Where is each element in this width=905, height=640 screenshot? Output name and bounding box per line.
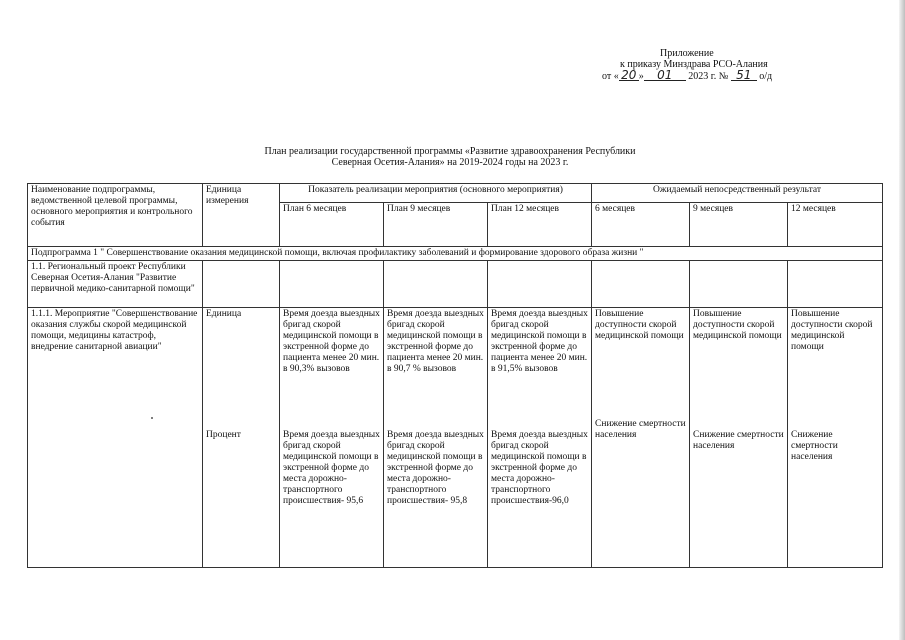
result-12-row-1: Повышение доступности скорой медицинской помощи <box>791 309 873 352</box>
header-indicator-group: Показатель реализации мероприятия (основного мероприятия) <box>280 184 592 203</box>
project-unit <box>203 261 280 308</box>
activity-result-6 <box>592 308 690 568</box>
header-plan-12: План 12 месяцев <box>488 203 592 247</box>
appendix-suffix: о/д <box>759 71 773 82</box>
header-result-9: 9 месяцев <box>690 203 788 247</box>
document-title <box>180 146 720 168</box>
project-row <box>28 261 883 308</box>
appendix-year: 2023 г. № <box>688 71 729 82</box>
activity-row <box>28 308 883 568</box>
appendix-order-ref: к приказу Минздрава РСО-Алания <box>620 59 768 70</box>
header-result-6: 6 месяцев <box>592 203 690 247</box>
title-line-2: Северная Осетия-Алания» на 2019-2024 годы на 2023 г. <box>331 157 569 168</box>
header-result-group: Ожидаемый непосредственный результат <box>592 184 883 203</box>
activity-name <box>28 308 203 568</box>
header-plan-6: План 6 месяцев <box>280 203 384 247</box>
plan-6-row-2: Время доезда выездных бригад скорой медицинской помощи в экстренной форме до места дорожно-транспортного происшествия- 95,6 <box>283 430 380 506</box>
scan-speck <box>151 417 153 419</box>
plan-9-row-2: Время доезда выездных бригад скорой медицинской помощи в экстренной форме до места дорожно-транспортного происшествия- 95,8 <box>387 430 484 506</box>
plan-6-row-1: Время доезда выездных бригад скорой медицинской помощи в экстренной форме до пациента менее 20 мин. в 90,3% вызовов <box>283 309 380 374</box>
appendix-header <box>560 48 860 82</box>
project-name: 1.1. Региональный проект Республики Северная Осетия-Алания "Развитие первичной медико-санитарной помощи" <box>28 261 203 308</box>
plan-9-row-1: Время доезда выездных бригад скорой медицинской помощи в экстренной форме до пациента менее 20 мин. в 90,7 % вызовов <box>387 309 484 374</box>
header-name: Наименование подпрограммы, ведомственной целевой программы, основного мероприятия и контрольного события <box>28 184 203 247</box>
result-9-row-1: Повышение доступности скорой медицинской помощи <box>693 309 782 341</box>
appendix-quote-close: » <box>638 71 644 82</box>
plan-12-row-2: Время доезда выездных бригад скорой медицинской помощи в экстренной форме до места дорожно-транспортного происшествия-96,0 <box>491 430 588 506</box>
appendix-label: Приложение <box>660 48 714 59</box>
unit-row-1: Единица <box>206 309 242 319</box>
project-plan-12 <box>488 261 592 308</box>
title-line-1: План реализации государственной программы «Развитие здравоохранения Республики <box>264 146 636 157</box>
plan-table <box>27 183 883 568</box>
handwritten-day: 20 <box>619 70 639 81</box>
project-result-6 <box>592 261 690 308</box>
project-result-12 <box>788 261 883 308</box>
result-9-row-2: Снижение смертности населения <box>693 430 784 451</box>
header-unit: Единица измерения <box>203 184 280 247</box>
handwritten-month: 01 <box>644 70 686 81</box>
appendix-from: от « <box>602 71 619 82</box>
activity-unit <box>203 308 280 568</box>
plan-12-row-1: Время доезда выездных бригад скорой медицинской помощи в экстренной форме до пациента менее 20 мин. в 91,5% вызовов <box>491 309 588 374</box>
appendix-date-line <box>560 70 860 82</box>
subprogram-row <box>28 247 883 261</box>
header-plan-9: План 9 месяцев <box>384 203 488 247</box>
result-12-row-2: Снижение смертности населения <box>791 430 838 462</box>
scan-page-edge <box>899 0 905 640</box>
activity-plan-6 <box>280 308 384 568</box>
activity-plan-12 <box>488 308 592 568</box>
handwritten-number: 51 <box>731 70 757 81</box>
project-plan-6 <box>280 261 384 308</box>
result-6-row-1: Повышение доступности скорой медицинской помощи <box>595 309 684 341</box>
header-row-1 <box>28 184 883 203</box>
project-plan-9 <box>384 261 488 308</box>
subprogram-title: Подпрограмма 1 " Совершенствование оказания медицинской помощи, включая профилактику заболеваний и формирование здорового образа жизни " <box>28 247 883 261</box>
header-result-12: 12 месяцев <box>788 203 883 247</box>
activity-name-text: 1.1.1. Мероприятие "Совершенствование оказания службы скорой медицинской помощи, медицины катастроф, внедрение санитарной авиации" <box>31 309 198 352</box>
activity-result-9 <box>690 308 788 568</box>
activity-result-12 <box>788 308 883 568</box>
project-result-9 <box>690 261 788 308</box>
unit-row-2: Процент <box>206 430 241 440</box>
activity-plan-9 <box>384 308 488 568</box>
result-6-row-2: Снижение смертности населения <box>595 419 686 440</box>
